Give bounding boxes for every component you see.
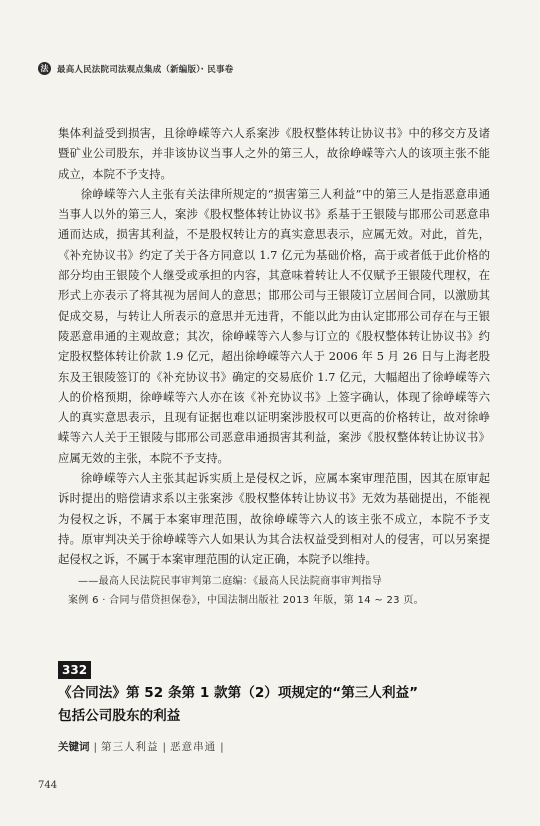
keyword: 恶意串通: [170, 741, 217, 753]
separator: |: [220, 740, 224, 753]
rule-heading: [58, 682, 498, 728]
separator: |: [93, 740, 98, 753]
keyword: 第三人利益: [101, 741, 159, 753]
running-title: 最高人民法院司法观点集成（新编版）· 民事卷: [57, 64, 234, 75]
rule-heading-line: 《合同法》第 52 条第 1 款第（2）项规定的“第三人利益”: [58, 685, 419, 701]
paragraph: 徐峥嵘等六人主张有关法律所规定的“损害第三人利益”中的第三人是指恶意串通当事人以外的第三人，案涉《股权整体转让协议书》系基于王银陵与邯邢公司恶意串通而达成，损害其利益，不是股权转让方的真实意思表示，应属无效。对此，首先，《补充协议书》约定了关于各方同意以 1.7 亿元为基础价格，高于或者低于此价格的部分均由王银陵个人继受或承担的内容，其意味着转让人不仅赋予王银陵代理权，在形式上亦表示了将其视为居间人的意思；邯邢公司与王银陵订立居间合同，以激励其促成交易，与转让人所表示的意思并无违背，不能以此为由认定邯邢公司存在与王银陵恶意串通的主观故意；其次，徐峥嵘等六人参与订立的《股权整体转让协议书》约定股权整体转让价款 1.9 亿元，超出徐峥嵘等六人于 2006 年 5 月 26 日与上海老股东及王银陵签订的《补充协议书》确定的交易底价 1.7 亿元，大幅超出了徐峥嵘等六人的价格预期，徐峥嵘等六人亦在该《补充协议书》上签字确认，体现了徐峥嵘等六人的真实意思表示，且现有证据也难以证明案涉股权可以更高的价格转让，故对徐峥嵘等六人关于王银陵与邯邢公司恶意串通损害其利益，案涉《股权整体转让协议书》应属无效的主张，本院不予支持。: [58, 186, 490, 465]
citation-line: ——最高人民法院民事审判第二庭编：《最高人民法院商事审判指导: [78, 575, 382, 587]
paragraph: 徐峥嵘等六人主张其起诉实质上是侵权之诉，应属本案审理范围，因其在原审起诉时提出的赔偿请求系以主张案涉《股权整体转让协议书》无效为基础提出，不能视为侵权之诉，不属于本案审理范围，故徐峥嵘等六人的该主张不成立，本院不予支持。原审判决关于徐峥嵘等六人如果认为其合法权益受到相对人的侵害，可以另案提起侵权之诉，不属于本案审理范围的认定正确，本院予以维持。: [58, 471, 490, 567]
citation-line: 案例 6 · 合同与借贷担保卷》，中国法制出版社 2013 年版，第 14 ~ 23 页。: [68, 594, 424, 606]
page-number: 744: [38, 780, 58, 791]
main-text: [58, 123, 490, 610]
paragraph-continued: 集体利益受到损害，且徐峥嵘等六人系案涉《股权整体转让协议书》中的移交方及诸暨矿业公司股东，并非该协议当事人之外的第三人，故徐峥嵘等六人的该项主张不能成立，本院不予支持。: [58, 126, 490, 181]
rule-number-badge: 332: [58, 661, 91, 679]
rule-heading-line: 包括公司股东的利益: [58, 708, 181, 724]
separator: |: [162, 740, 167, 753]
book-logo-icon: 法: [38, 62, 51, 75]
source-citation: [58, 572, 490, 610]
keywords-label: 关键词: [58, 741, 90, 753]
running-header: [38, 62, 508, 75]
keywords-row: [58, 739, 228, 754]
